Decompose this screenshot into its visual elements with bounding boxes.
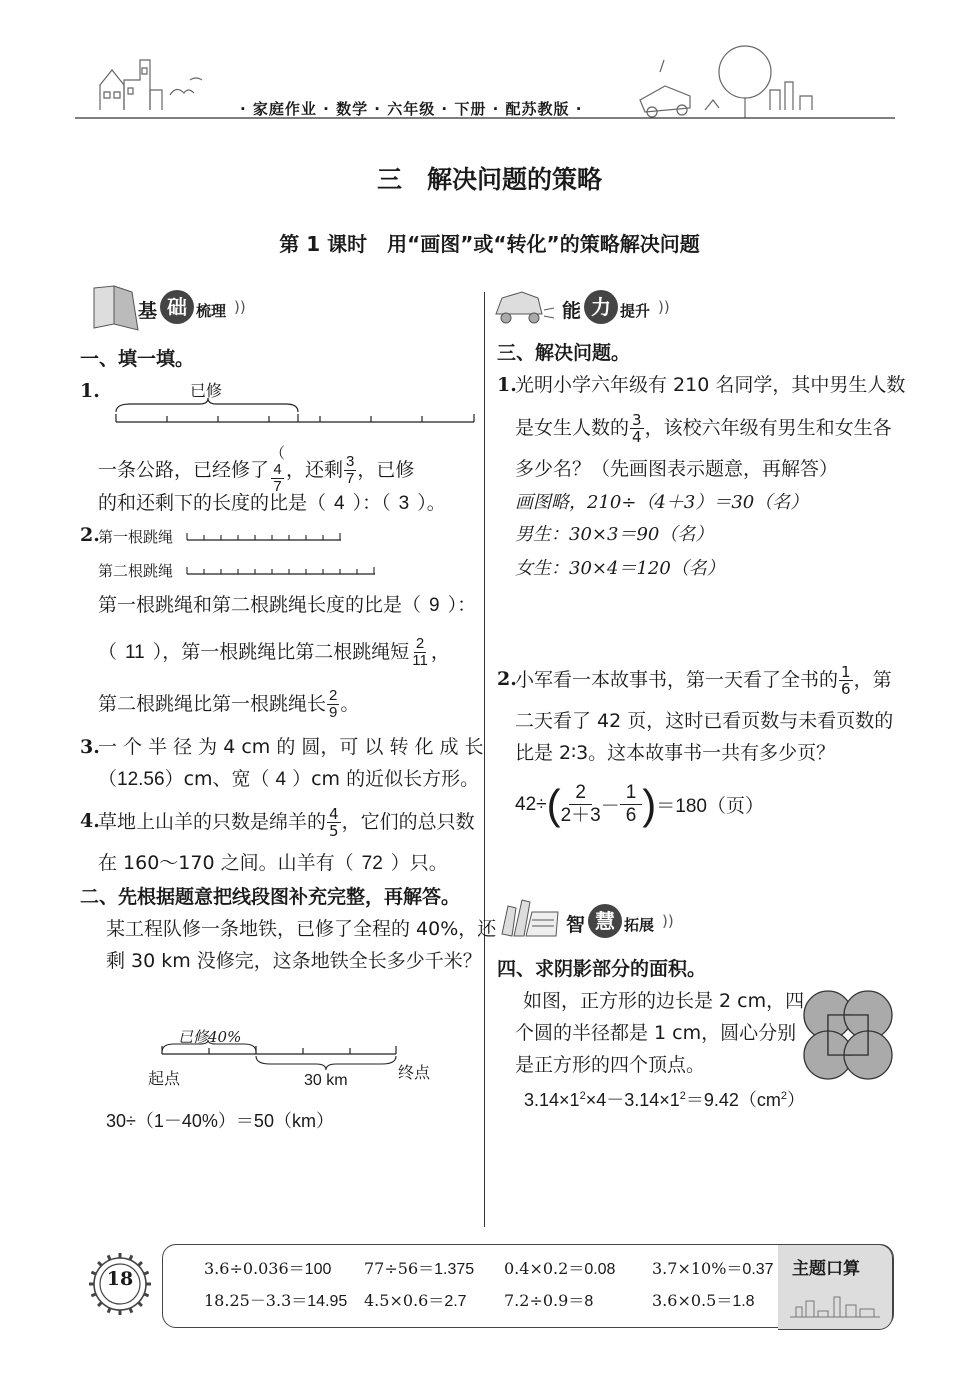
section-wisdom-banner [498, 894, 674, 944]
oral-item-7: 7.2÷0.9＝8 [504, 1291, 594, 1310]
banner-char-1: 智 [566, 914, 586, 936]
part2-line2: 剩 30 km 没修完，这条地铁全长多少千米？ [106, 950, 482, 972]
q2-line1: 第一根跳绳和第二根跳绳长度的比是（ 9 ）： [98, 594, 477, 616]
banner-char-2: 力 [584, 290, 618, 324]
p3q2-fraction: $\frac{1}{6}$ [841, 663, 851, 698]
diagram-end-label: 终点 [398, 1063, 431, 1082]
p3q1-work-1: 画图略，210÷（4＋3）＝30（名） [515, 492, 809, 513]
part4-line2: 个圆的半径都是 1 cm，圆心分别 [515, 1022, 797, 1044]
p3q1-number: 1. [497, 374, 517, 396]
q2-line3: 第二根跳绳比第一根跳绳长 $\frac{2}{9}$ 。 [98, 687, 360, 721]
diagram-done-label: 已修40% [178, 1028, 242, 1046]
q2-answer-2: 11 [125, 642, 145, 663]
oral-item-6: 4.5×0.6＝2.7 [364, 1291, 467, 1310]
rope2-diagram [186, 564, 376, 578]
q3-line1: 一 个 半 径 为 4 cm 的 圆，可 以 转 化 成 长 [98, 736, 484, 758]
q4-line1: 草地上山羊的只数是绵羊的 $\frac{4}{5}$ ，它们的总只数 [98, 805, 475, 840]
page-number: 18 [106, 1268, 134, 1290]
q1-answer-fraction-2: $\frac{3}{7}$ [346, 453, 355, 487]
shaded-circles-figure [799, 986, 897, 1084]
p3q1-fraction: $\frac{3}{4}$ [632, 411, 642, 446]
banner-wave-icon: )) [234, 298, 246, 316]
diagram-start-label: 起点 [148, 1069, 181, 1088]
q1-number: 1. [80, 380, 100, 402]
oral-calc-title: 主题口算 [792, 1259, 860, 1279]
q1-segment-diagram [110, 396, 480, 430]
q4-fraction: $\frac{4}{5}$ [329, 805, 339, 840]
part4-line3: 是正方形的四个顶点。 [515, 1054, 706, 1076]
oral-item-5: 18.25－3.3＝14.95 [204, 1291, 348, 1310]
books-icon [498, 894, 562, 940]
banner-char-3: 梳理 [196, 302, 227, 320]
section-basic-banner [92, 284, 246, 336]
q1-diagram-label: 已修 [190, 381, 223, 400]
oral-item-4: 3.7×10%＝0.37 [652, 1259, 774, 1278]
q2-number: 2. [80, 524, 100, 546]
p3q1-line2: 是女生人数的 $\frac{3}{4}$ ，该校六年级有男生和女生各 [515, 411, 892, 446]
part2-answer: 30÷（1－40%）＝50（km） [106, 1111, 334, 1131]
book-icon [92, 284, 142, 332]
part4-answer: $3.14\times 1^2\times 4-3.14\times 1^2=9.42(cm^2)$ [524, 1090, 806, 1110]
q2-line2: （ 11 ），第一根跳绳比第二根跳绳短 $\frac{2}{11}$ ， [98, 635, 450, 669]
q1-answer-ratio-2: 3 [398, 493, 410, 514]
q3-line2: （12.56）cm、宽（ 4 ）cm 的近似长方形。 [98, 768, 480, 790]
p3q1-line1: 光明小学六年级有 210 名同学，其中男生人数 [515, 374, 906, 396]
chapter-title: 三 解决问题的策略 [376, 165, 602, 194]
q1-answer-ratio-1: 4 [334, 493, 345, 514]
q2-answer-fraction-1: $\frac{2}{11}$ [412, 635, 428, 669]
p3q2-number: 2. [497, 668, 517, 690]
banner-char-1: 能 [562, 300, 582, 322]
part2-heading: 二、先根据题意把线段图补充完整，再解答。 [80, 886, 461, 908]
p3q1-work-3: 女生：30×4＝120（名） [515, 558, 725, 579]
q1-line2: 的和还剩下的长度的比是（ 4 ）：（ 3 ）。 [98, 492, 446, 514]
diagram-rest-label: 30 km [304, 1072, 348, 1089]
q3-number: 3. [80, 736, 100, 758]
part2-segment-diagram [160, 1040, 400, 1074]
q2-answer-fraction-2: $\frac{2}{9}$ [329, 687, 338, 721]
q1-line1: 一条公路，已经修了（ 4 7 ，还剩 $\frac{3}{7}$ ，已修 [98, 445, 415, 495]
oral-item-8: 3.6×0.5＝1.8 [652, 1291, 755, 1310]
part4-line1: 如图，正方形的边长是 2 cm，四 [523, 990, 805, 1012]
p3q2-line2: 二天看了 42 页，这时已看页数与未看页数的 [515, 710, 894, 732]
q2-answer-1: 9 [429, 595, 440, 616]
banner-char-3: 提升 [620, 302, 651, 320]
oral-item-1: 3.6÷0.036＝100 [204, 1259, 332, 1278]
rope1-diagram [186, 530, 346, 544]
banner-char-1: 基 [138, 300, 158, 322]
rope1-label: 第一根跳绳 [98, 528, 174, 546]
p3q2-line1: 小军看一本故事书，第一天看了全书的 $\frac{1}{6}$ ，第 [515, 663, 892, 698]
part1-heading: 一、填一填。 [80, 348, 195, 370]
rope2-label: 第二根跳绳 [98, 562, 174, 580]
q4-answer: 72 [361, 853, 383, 874]
oral-item-2: 77÷56＝1.375 [364, 1259, 475, 1278]
column-divider [484, 292, 485, 1227]
q3-answer-1: 12.56 [117, 769, 165, 790]
part4-heading: 四、求阴影部分的面积。 [497, 958, 707, 980]
part2-line1: 某工程队修一条地铁，已修了全程的 40%，还 [106, 918, 497, 940]
banner-wave-icon: )) [662, 912, 674, 930]
banner-char-2: 础 [160, 290, 194, 324]
q1-answer-fraction-1: （ 4 7 [270, 445, 286, 495]
p3q1-line3: 多少名？（先画图表示题意，再解答） [515, 458, 839, 480]
q4-line2: 在 160～170 之间。山羊有（ 72 ）只。 [98, 852, 448, 874]
p3q2-line3: 比是 2∶3。这本故事书一共有多少页？ [515, 742, 836, 764]
section-ability-banner [492, 284, 670, 332]
part3-heading: 三、解决问题。 [497, 342, 631, 364]
q3-answer-2: 4 [275, 769, 287, 790]
city-skyline-icon [788, 1291, 884, 1321]
q4-number: 4. [80, 810, 100, 832]
banner-char-3: 拓展 [624, 916, 655, 934]
series-title: · 家庭作业 · 数学 · 六年级 · 下册 · 配苏教版 · [240, 100, 583, 118]
p3q2-work: 42÷ ( 2 2＋3 － 1 6 ) ＝180（页） [515, 780, 764, 828]
lesson-title: 第 1 课时 用“画图”或“转化”的策略解决问题 [279, 232, 700, 256]
banner-wave-icon: )) [658, 298, 670, 316]
oral-item-3: 0.4×0.2＝0.08 [504, 1259, 616, 1278]
p3q1-work-2: 男生：30×3＝90（名） [515, 524, 714, 545]
car-icon [492, 284, 556, 328]
banner-char-2: 慧 [588, 904, 622, 938]
